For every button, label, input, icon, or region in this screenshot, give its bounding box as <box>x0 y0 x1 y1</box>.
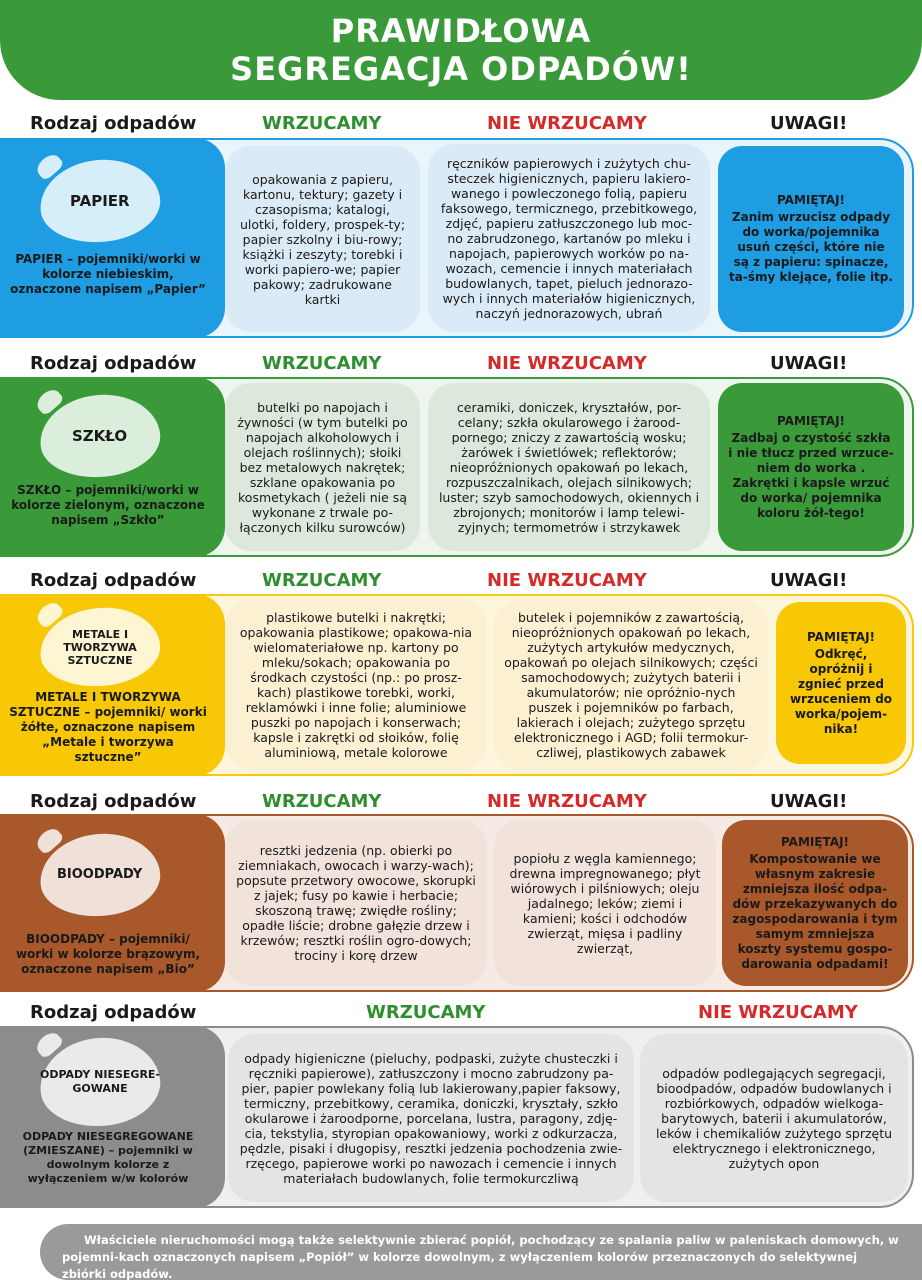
category-description: SZKŁO – pojemniki/worki w kolorze zielonym, oznaczone napisem „Szkło” <box>11 483 205 527</box>
uwagi-panel <box>718 383 904 551</box>
header-wrzucamy: WRZUCAMY <box>262 353 382 374</box>
uwagi-text: Kompostowanie we własnym zakresie zmniejsza ilość odpa-dów przekazywanych do zagospodarowania i tym samym zmniejsza koszty systemu gospo-darowania odpadami! <box>732 851 898 971</box>
category-description: PAPIER – pojemniki/worki w kolorze niebieskim, oznaczone napisem „Papier” <box>10 252 206 296</box>
section-bioodpady <box>0 814 922 992</box>
header-wrzucamy: WRZUCAMY <box>262 113 382 134</box>
nie-wrzucamy-panel: ręczników papierowych i zużytych chu-steczek higienicznych, papieru lakiero-wanego i powleczonego folią, papieru faksowego, termicznego, przebitkowego, zdjęć, papieru zatłuszczonego lub moc-no zabrudzonego, kartanów po mleku i napojach, papierowych worków po na-wozach, cemencie i innych materiałach budowlanych, tapet, pieluch jednorazo-wych i innych materiałów higienicznych, naczyń jednorazowych, ubrań <box>428 144 710 332</box>
wrzucamy-panel: butelki po napojach i żywności (w tym butelki po napojach alkoholowych i olejach roślinnych); słoiki bez metalowych nakrętek; szklane opakowania po kosmetykach ( jeżeli nie są wykonane z trwale po-łączonych kilku surowców) <box>225 383 420 551</box>
category-box-bioodpady <box>0 814 225 992</box>
wrzucamy-panel: resztki jedzenia (np. obierki po ziemniakach, owocach i warzy-wach); popsute przetwory owocowe, skorupki z jajek; fusy po kawie i herbacie; skoszoną trawę; zwiędłe rośliny; opadłe liście; drobne gałęzie drzew i krzewów; resztki roślin ogro-dowych; trociny i korę drzew <box>225 820 487 986</box>
uwagi-title: PAMIĘTAJ! <box>776 413 846 428</box>
uwagi-title: PAMIĘTAJ! <box>776 193 846 207</box>
uwagi-text: Zadbaj o czystość szkła i nie tłucz przed wrzuce-niem do worka . Zakrętki i kapsle wrzuć do worka/ pojemnika koloru żół-tego! <box>728 430 894 520</box>
waste-bag-icon: PAPIER <box>36 154 164 248</box>
nie-wrzucamy-panel: ceramiki, doniczek, kryształów, por-celany; szkła okularowego i żarood-pornego; zniczy z zawartością wosku; żarówek i świetlówek; reflektorów; nieopróżnionych opakowań po lekach, rozpuszczalnikach, olejach silnikowych; luster; szyb samochodowych, okiennych i zbrojonych; monitorów i lamp telewi-zyjnych; termometrów i strzykawek <box>428 383 710 551</box>
header-uwagi: UWAGI! <box>770 570 848 591</box>
footer-note: Właściciele nieruchomości mogą także selektywnie zbierać popiół, pochodzący ze spalania paliw w paleniskach domowych, w pojemni-kach oznaczonych napisem „Popiół” w kolorze dowolnym, z wyłączeniem kolorów przeznaczonych do selektywnej zbiórki odpadów. <box>40 1224 922 1280</box>
waste-bag-icon: ODPADY NIESEGRE-GOWANE <box>36 1032 165 1132</box>
header-rodzaj: Rodzaj odpadów <box>30 1002 197 1023</box>
waste-bag-icon: SZKŁO <box>36 389 164 483</box>
page-title <box>0 0 922 100</box>
category-description: METALE I TWORZYWA SZTUCZNE – pojemniki/ worki żółte, oznaczone napisem „Metale i tworzywa sztuczne” <box>9 690 207 764</box>
wrzucamy-panel: opakowania z papieru, kartonu, tektury; gazety i czasopisma; katalogi, ulotki, foldery, prospek-ty; papier szkolny i biu-rowy; książki i zeszyty; torebki i worki papiero-we; papier pakowy; zadrukowane kartki <box>225 146 420 332</box>
header-nie-wrzucamy: NIE WRZUCAMY <box>487 791 647 812</box>
header-nie-wrzucamy: NIE WRZUCAMY <box>698 1002 858 1023</box>
uwagi-title: PAMIĘTAJ! <box>780 834 850 849</box>
section-metale <box>0 594 922 776</box>
header-wrzucamy: WRZUCAMY <box>366 1002 486 1023</box>
header-uwagi: UWAGI! <box>770 353 848 374</box>
header-wrzucamy: WRZUCAMY <box>262 570 382 591</box>
uwagi-panel <box>718 146 904 332</box>
header-uwagi: UWAGI! <box>770 113 848 134</box>
uwagi-panel <box>776 602 906 764</box>
nie-wrzucamy-panel: odpadów podlegających segregacji, bioodpadów, odpadów budowlanych i rozbiórkowych, odpadów wielkoga-barytowych, baterii i akumulatorów, leków i chemikaliów zużytego sprzętu elektrycznego i elektronicznego, zużytych opon <box>640 1034 908 1202</box>
category-box-metale <box>0 594 225 776</box>
header-rodzaj: Rodzaj odpadów <box>30 353 197 374</box>
header-wrzucamy: WRZUCAMY <box>262 791 382 812</box>
category-box-papier <box>0 138 225 338</box>
uwagi-panel <box>722 820 908 986</box>
nie-wrzucamy-panel: popiołu z węgla kamiennego; drewna impregnowanego; płyt wiórowych i pilśniowych; oleju jadalnego; leków; ziemi i kamieni; kości i odchodów zwierząt, mięsa i padliny zwierząt, <box>494 820 716 986</box>
header-rodzaj: Rodzaj odpadów <box>30 570 197 591</box>
category-box-szklo <box>0 377 225 557</box>
header-rodzaj: Rodzaj odpadów <box>30 113 197 134</box>
title-line-2: SEGREGACJA ODPADÓW! <box>230 50 692 88</box>
header-nie-wrzucamy: NIE WRZUCAMY <box>487 113 647 134</box>
header-rodzaj: Rodzaj odpadów <box>30 791 197 812</box>
wrzucamy-panel: plastikowe butelki i nakrętki; opakowania plastikowe; opakowa-nia wielomateriałowe np. kartony po mleku/sokach; opakowania po środkach czystości (np.: po prosz-kach) plastikowe torebki, worki, reklamówki i inne folie; aluminiowe puszki po napojach i konserwach; kapsle i zakrętki od słoików, folię aluminiową, metale kolorowe <box>225 600 487 770</box>
category-description: BIOODPADY – pojemniki/ worki w kolorze brązowym, oznaczone napisem „Bio” <box>15 932 201 976</box>
waste-bag-icon: METALE I TWORZYWA SZTUCZNE <box>36 602 163 692</box>
category-box-niesegregowane <box>0 1026 225 1208</box>
waste-bag-icon: BIOODPADY <box>36 828 164 922</box>
header-nie-wrzucamy: NIE WRZUCAMY <box>487 353 647 374</box>
header-uwagi: UWAGI! <box>770 791 848 812</box>
uwagi-text: Zanim wrzucisz odpady do worka/pojemnika usuń części, które nie są z papieru: spinacze, ta-śmy klejące, folie itp. <box>729 210 893 284</box>
wrzucamy-panel: odpady higieniczne (pieluchy, podpaski, zużyte chusteczki i ręczniki papierowe), zatłuszczony i mocno zabrudzony pa-pier, papier powlekany folią lub lakierowany,papier faksowy, termiczny, przebitkowy, ceramika, doniczki, kryształy, szkło okularowe i żaroodporne, porcelana, lustra, paragony, zdję-cia, tekstylia, styropian opakowaniowy, worki z odkurzacza, pędzle, pisaki i długopisy, resztki jedzenia pochodzenia zwie-rzęcego, papierowe worki po nawozach i cemencie i innych materiałach budowlanych, folie termokurczliwą <box>228 1034 634 1202</box>
section-szklo <box>0 377 922 557</box>
section-niesegregowane <box>0 1026 922 1208</box>
header-nie-wrzucamy: NIE WRZUCAMY <box>487 570 647 591</box>
title-line-1: PRAWIDŁOWA <box>330 12 592 50</box>
section-papier <box>0 138 922 338</box>
uwagi-text: Odkręć, opróżnij i zgnieć przed wrzuceniem do worka/pojem-nika! <box>789 646 893 736</box>
uwagi-title: PAMIĘTAJ! <box>806 629 876 644</box>
category-description: ODPADY NIESEGREGOWANE (ZMIESZANE) – pojemniki w dowolnym kolorze z wyłączeniem w/w kolorów <box>22 1130 194 1185</box>
nie-wrzucamy-panel: butelek i pojemników z zawartością, nieopróżnionych opakowań po lekach, zużytych artykułów medycznych, opakowań po olejach silnikowych; części samochodowych; zużytych baterii i akumulatorów; nie opróżnio-nych puszek i pojemników po farbach, lakierach i olejach; zużytego sprzętu elektronicznego i AGD; folii termokur-czliwej, plastikowych zabawek <box>494 600 768 770</box>
